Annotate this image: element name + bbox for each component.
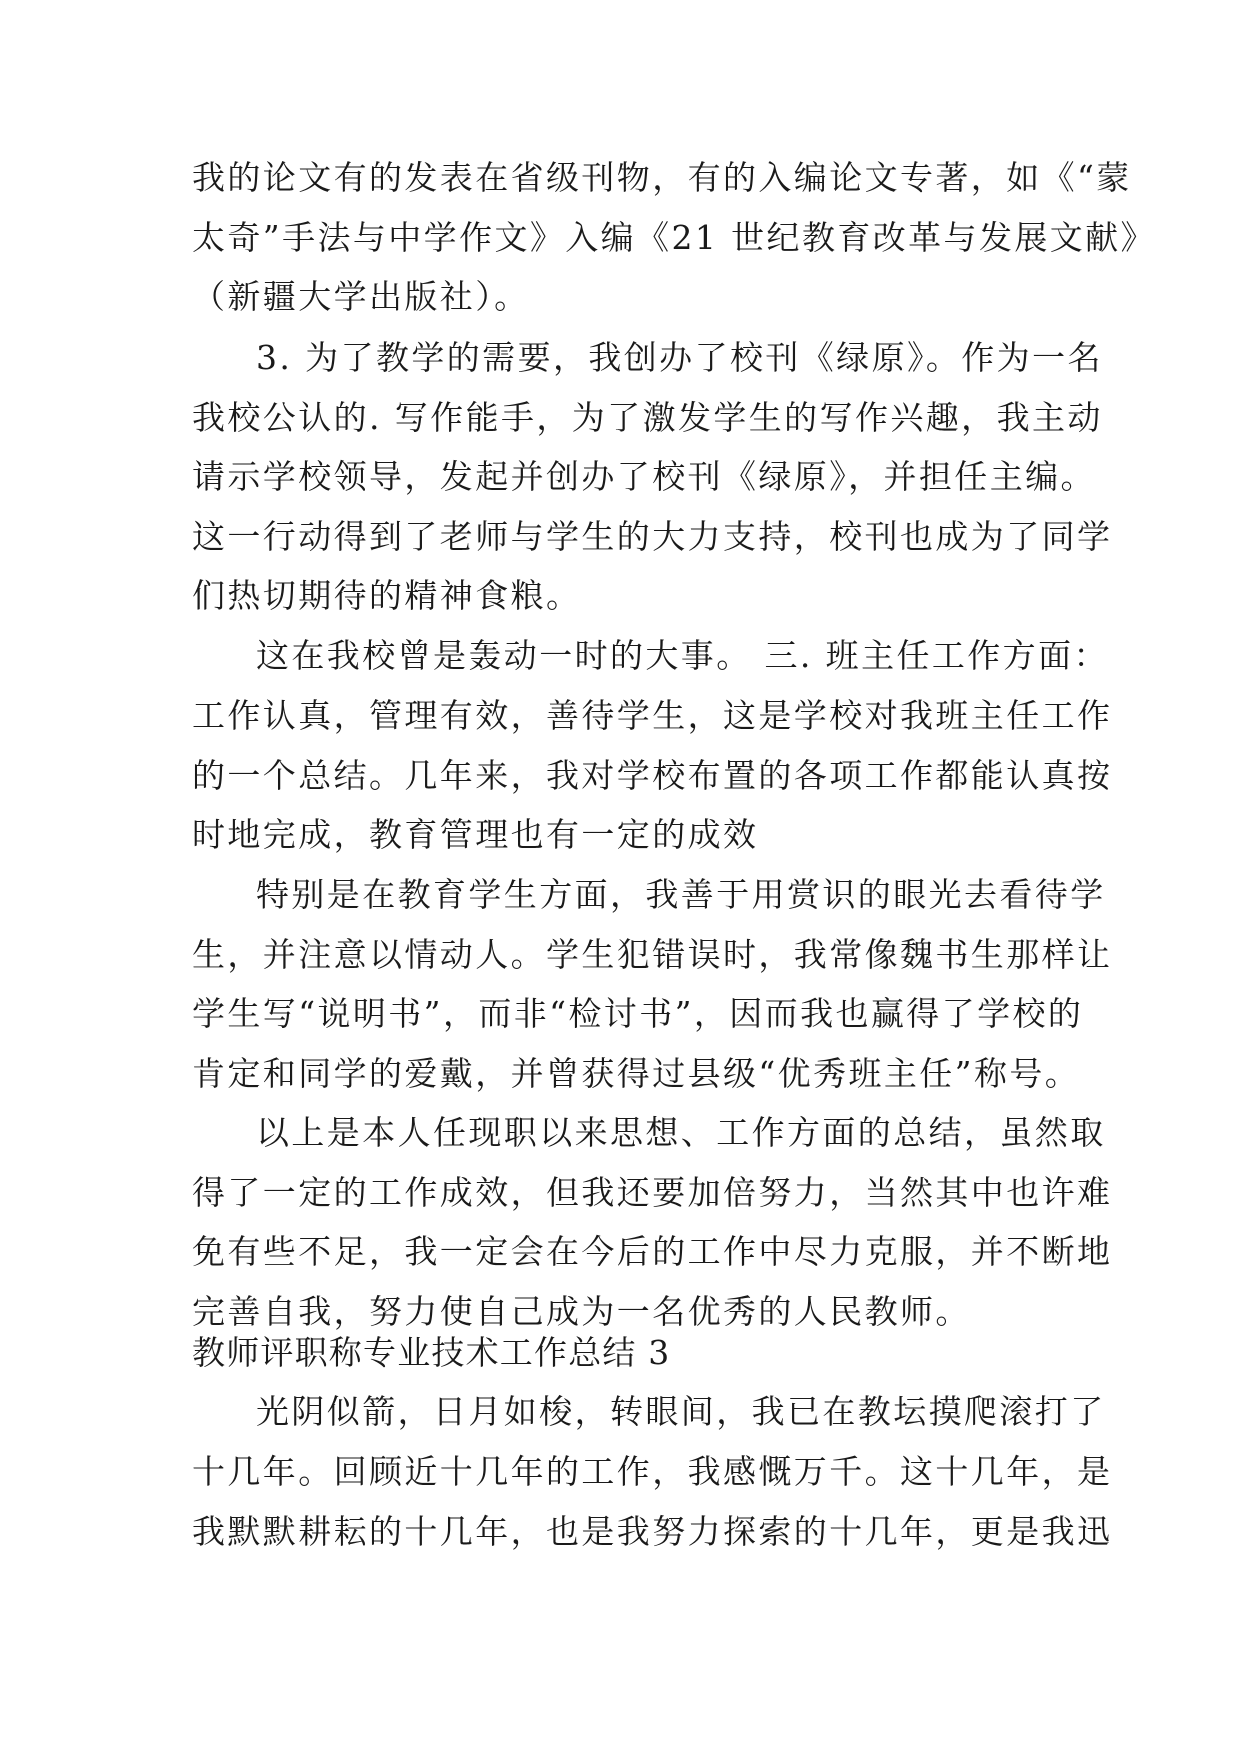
paragraph-line: 这一行动得到了老师与学生的大力支持，校刊也成为了同学: [192, 517, 1113, 556]
paragraph-line: 完善自我，努力使自己成为一名优秀的人民教师。: [192, 1292, 971, 1331]
paragraph-line: 免有些不足，我一定会在今后的工作中尽力克服，并不断地: [192, 1232, 1113, 1271]
paragraph-line: 时地完成，教育管理也有一定的成效: [192, 815, 759, 854]
paragraph-line: 我的论文有的发表在省级刊物，有的入编论文专著，如《“蒙: [192, 158, 1132, 197]
paragraph-line: 十几年。回顾近十几年的工作，我感慨万千。这十几年，是: [192, 1452, 1113, 1491]
paragraph-line: 肯定和同学的爱戴，并曾获得过县级“优秀班主任”称号。: [192, 1054, 1081, 1093]
paragraph-line: 以上是本人任现职以来思想、工作方面的总结，虽然取: [256, 1113, 1106, 1152]
paragraph-line: 得了一定的工作成效，但我还要加倍努力，当然其中也许难: [192, 1173, 1113, 1212]
paragraph-line: 我校公认的. 写作能手，为了激发学生的写作兴趣，我主动: [192, 398, 1103, 437]
paragraph-line: 工作认真，管理有效，善待学生，这是学校对我班主任工作: [192, 696, 1113, 735]
paragraph-line: 我默默耕耘的十几年，也是我努力探索的十几年，更是我迅: [192, 1512, 1113, 1551]
paragraph-line: （新疆大学出版社）。: [192, 277, 530, 316]
paragraph-line: 们热切期待的精神食粮。: [192, 576, 582, 615]
paragraph-line: 太奇”手法与中学作文》入编《21 世纪教育改革与发展文献》: [192, 218, 1156, 257]
paragraph-line: 的一个总结。几年来，我对学校布置的各项工作都能认真按: [192, 756, 1113, 795]
paragraph-line: 学生写“说明书”，而非“检讨书”，因而我也赢得了学校的: [192, 994, 1084, 1033]
paragraph-line: 3. 为了教学的需要，我创办了校刊《绿原》。作为一名: [256, 338, 1103, 377]
section-heading: 教师评职称专业技术工作总结 3: [192, 1333, 671, 1372]
paragraph-line: 这在我校曾是轰动一时的大事。 三. 班主任工作方面：: [256, 636, 1109, 675]
paragraph-line: 生，并注意以情动人。学生犯错误时，我常像魏书生那样让: [192, 935, 1113, 974]
paragraph-line: 特别是在教育学生方面，我善于用赏识的眼光去看待学: [256, 875, 1106, 914]
paragraph-line: 请示学校领导，发起并创办了校刊《绿原》，并担任主编。: [192, 457, 1096, 496]
paragraph-line: 光阴似箭，日月如梭，转眼间，我已在教坛摸爬滚打了: [256, 1392, 1106, 1431]
